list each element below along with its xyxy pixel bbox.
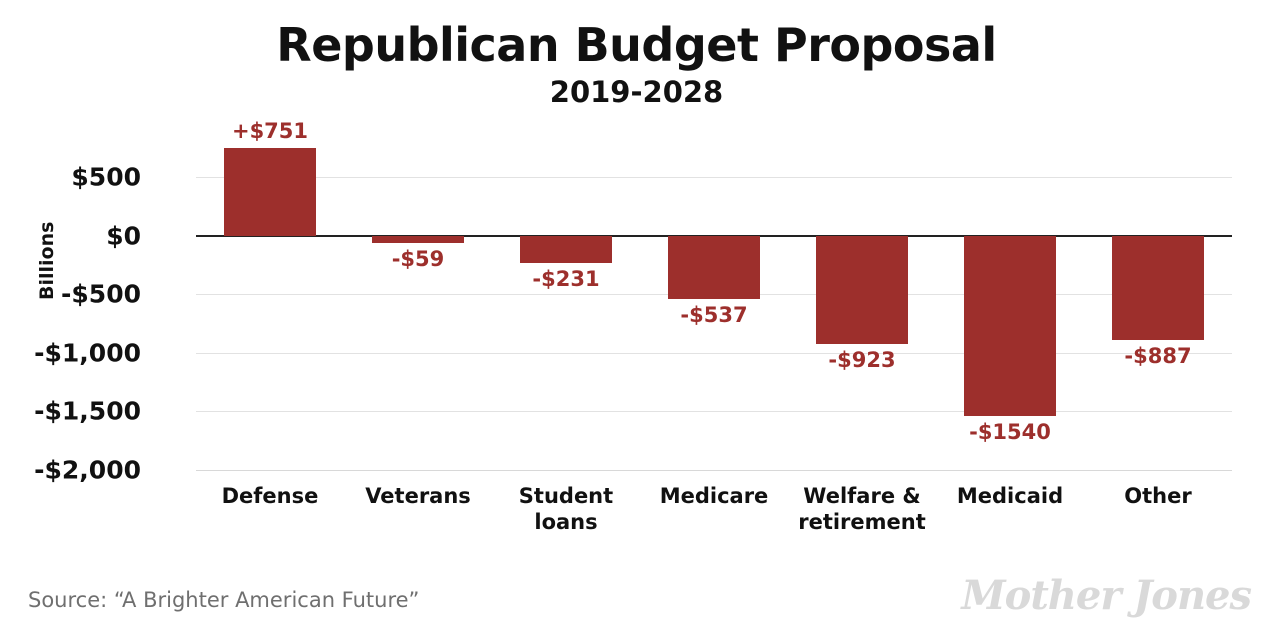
y-axis-tick-label: $500 [71,162,141,192]
bar-value-label: -$59 [391,246,445,271]
y-axis-tick-label: $0 [106,221,141,251]
gridline [196,177,1232,178]
x-axis-category-label [1068,484,1248,510]
category-label-line: loans [534,509,598,534]
category-label-line: Veterans [365,484,471,508]
chart-title: Republican Budget Proposal [276,18,997,72]
category-label-line: Defense [221,484,319,508]
bar [964,236,1056,416]
bar-value-label: -$1540 [969,420,1051,445]
y-axis-label: Billions [36,221,58,300]
bar-value-label: -$231 [532,266,600,291]
bar [224,148,316,236]
chart-subtitle: 2019-2028 [549,75,724,109]
category-label-line: Student [518,484,614,508]
bar [520,236,612,263]
bar-value-label: -$887 [1124,343,1192,368]
bar [816,236,908,344]
gridline [196,411,1232,412]
bar-value-label: +$751 [231,118,309,143]
publisher-logo: Mother Jones [961,572,1251,619]
category-label-line: Medicare [659,484,769,508]
y-axis-tick-label: -$2,000 [34,455,141,485]
category-label-line: Medicaid [956,484,1064,508]
y-axis-tick-label: -$1,500 [34,396,141,426]
bar [668,236,760,299]
bar [1112,236,1204,340]
bar-value-label: -$537 [680,302,748,327]
category-label-line: Welfare & [803,484,921,508]
bar-value-label: -$923 [828,347,896,372]
category-label-line: Other [1124,484,1192,508]
bar [372,236,464,243]
category-label-line: retirement [798,509,926,534]
source-note: Source: “A Brighter American Future” [28,588,420,612]
gridline [196,470,1232,471]
y-axis-tick-label: -$500 [61,279,141,309]
y-axis-tick-label: -$1,000 [34,338,141,368]
